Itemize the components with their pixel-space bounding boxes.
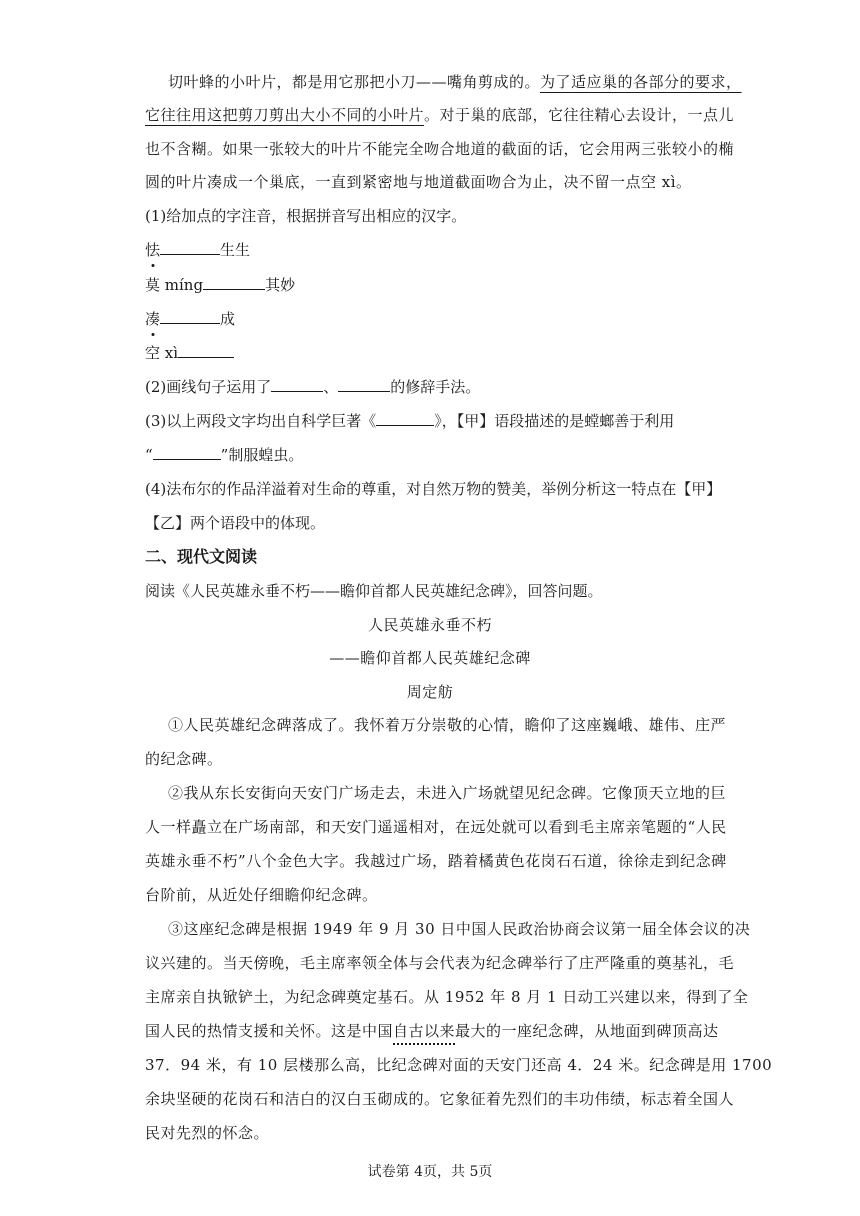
question-text: (3)以上两段文字均出自科学巨著《 bbox=[145, 412, 377, 430]
question-text: 的修辞手法。 bbox=[390, 378, 481, 396]
section-heading: 二、现代文阅读 bbox=[145, 547, 258, 566]
page-footer: 试卷第 4页，共 5页 bbox=[367, 1164, 493, 1180]
article-p3-line-7: 民对先烈的怀念。 bbox=[145, 1124, 270, 1142]
question-text: (2)画线句子运用了 bbox=[145, 378, 272, 396]
passage-text: 。对于巢的底部，它往往精心去设计，一点儿 bbox=[424, 106, 735, 124]
answer-blank[interactable] bbox=[338, 377, 390, 392]
paragraph-text: 最大的一座纪念碑，从地面到碑顶高达 bbox=[455, 1022, 719, 1040]
article-p2-line-3: 英雄永垂不朽”八个金色大字。我越过广场，踏着橘黄色花岗石石道，徐徐走到纪念碑 bbox=[145, 852, 727, 870]
question-1-item-3 bbox=[145, 309, 235, 329]
article-p3-line-5: 37．94 米，有 10 层楼那么高，比纪念碑对面的天安门还高 4．24 米。纪念碑是用 1700 bbox=[145, 1056, 773, 1074]
passage-line-4: 圆的叶片凑成一个巢底，一直到紧密地与地道截面吻合为止，决不留一点空 xì。 bbox=[145, 173, 692, 191]
question-text: “ bbox=[145, 446, 153, 464]
answer-blank[interactable] bbox=[178, 343, 234, 358]
article-p3-line-4 bbox=[145, 1021, 719, 1041]
question-3-line-2 bbox=[145, 445, 303, 465]
item-text: 生生 bbox=[220, 241, 251, 259]
passage-line-2 bbox=[145, 105, 734, 125]
item-text: 莫 míng bbox=[145, 276, 204, 294]
dotted-phrase: 自古以来 bbox=[393, 1022, 455, 1045]
question-2 bbox=[145, 377, 480, 397]
passage-text: 切叶蜂的小叶片，都是用它那把小刀——嘴角剪成的。 bbox=[168, 73, 541, 91]
article-p1-line-1: ①人民英雄纪念碑落成了。我怀着万分崇敬的心情，瞻仰了这座巍峨、雄伟、庄严 bbox=[168, 716, 727, 734]
article-p3-line-3: 主席亲自执锨铲土，为纪念碑奠定基石。从 1952 年 8 月 1 日动工兴建以来，得到了全 bbox=[145, 988, 749, 1006]
question-text: 、 bbox=[323, 378, 339, 396]
article-p2-line-4: 台阶前，从近处仔细瞻仰纪念碑。 bbox=[145, 886, 378, 904]
question-1-item-1 bbox=[145, 240, 250, 260]
underlined-sentence: 它往往用这把剪刀剪出大小不同的小叶片 bbox=[145, 106, 425, 124]
answer-blank[interactable] bbox=[376, 411, 434, 426]
underlined-sentence: 为了适应巢的各部分的要求， bbox=[540, 73, 742, 91]
article-p3-line-1: ③这座纪念碑是根据 1949 年 9 月 30 日中国人民政治协商会议第一届全体会议的决 bbox=[168, 920, 751, 938]
passage-line-3: 也不含糊。如果一张较大的叶片不能完全吻合地道的截面的话，它会用两三张较小的椭 bbox=[145, 140, 735, 158]
question-text: ”制服蝗虫。 bbox=[220, 446, 304, 464]
article-p1-line-2: 的纪念碑。 bbox=[145, 750, 223, 768]
question-3-line-1 bbox=[145, 411, 674, 431]
question-1-item-4 bbox=[145, 343, 234, 363]
article-author: 周定舫 bbox=[406, 683, 454, 701]
article-p3-line-6: 余块坚硬的花岗石和洁白的汉白玉砌成的。它象征着先烈们的丰功伟绩，标志着全国人 bbox=[145, 1090, 735, 1108]
question-text: 》，【甲】语段描述的是螳螂善于利用 bbox=[434, 412, 675, 430]
paragraph-text: 国人民的热情支援和关怀。这是中国 bbox=[145, 1022, 394, 1040]
answer-blank[interactable] bbox=[160, 240, 220, 255]
answer-blank[interactable] bbox=[203, 275, 265, 290]
item-text: 成 bbox=[220, 310, 236, 328]
answer-blank[interactable] bbox=[271, 377, 323, 392]
article-subtitle: ——瞻仰首都人民英雄纪念碑 bbox=[329, 649, 531, 667]
dotted-char: 怯 bbox=[145, 241, 161, 259]
question-1-prompt: (1)给加点的字注音，根据拼音写出相应的汉字。 bbox=[145, 207, 467, 225]
item-text: 其妙 bbox=[265, 276, 296, 294]
item-text: 空 xì bbox=[145, 344, 179, 362]
answer-blank[interactable] bbox=[160, 309, 220, 324]
article-title: 人民英雄永垂不朽 bbox=[367, 616, 492, 634]
passage-line-1 bbox=[168, 72, 742, 92]
article-p2-line-2: 人一样矗立在广场南部，和天安门遥遥相对，在远处就可以看到毛主席亲笔题的“人民 bbox=[145, 818, 727, 836]
article-p2-line-1: ②我从东长安街向天安门广场走去，未进入广场就望见纪念碑。它像顶天立地的巨 bbox=[168, 784, 727, 802]
dotted-char: 凑 bbox=[145, 310, 161, 328]
question-4-line-1: (4)法布尔的作品洋溢着对生命的尊重，对自然万物的赞美，举例分析这一特点在【甲】 bbox=[145, 480, 722, 498]
section-intro: 阅读《人民英雄永垂不朽——瞻仰首都人民英雄纪念碑》，回答问题。 bbox=[145, 582, 603, 600]
article-p3-line-2: 议兴建的。当天傍晚，毛主席率领全体与会代表为纪念碑举行了庄严隆重的奠基礼，毛 bbox=[145, 954, 735, 972]
question-1-item-2 bbox=[145, 275, 295, 295]
question-4-line-2: 【乙】两个语段中的体现。 bbox=[145, 514, 326, 532]
answer-blank[interactable] bbox=[153, 445, 221, 460]
